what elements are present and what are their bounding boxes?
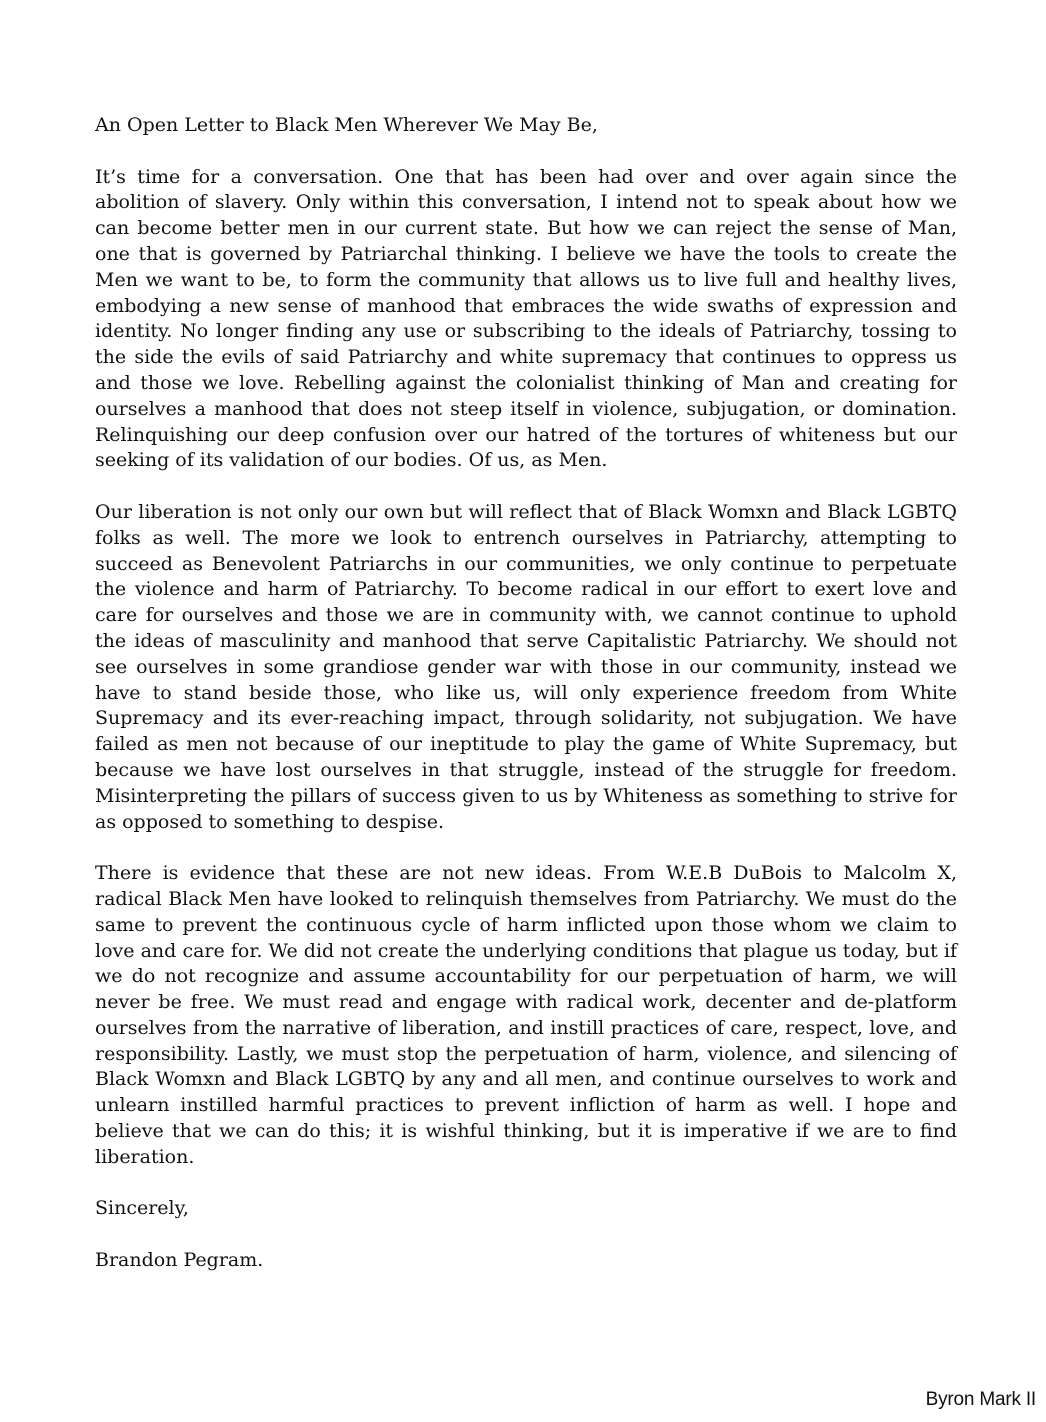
font-credit-watermark: Byron Mark II	[925, 1389, 1036, 1410]
letter-salutation: An Open Letter to Black Men Wherever We May Be,	[95, 114, 598, 136]
letter-body	[95, 113, 957, 1274]
letter-signature: Brandon Pegram.	[95, 1249, 264, 1272]
letter-paragraph-1: It’s time for a conversation. One that has been had over and over again since the abolition of slavery. Only within this conversation, I intend not to speak about how we can become better men in our current state. But how we can reject the sense of Man, one that is governed by Patriarchal thinking. I believe we have the tools to create the Men we want to be, to form the community that allows us to live full and healthy lives, embodying a new sense of manhood that embraces the wide swaths of expression and identity. No longer finding any use or subscribing to the ideals of Patriarchy, tossing to the side the evils of said Patriarchy and white supremacy that continues to oppress us and those we love. Rebelling against the colonialist thinking of Man and creating for ourselves a manhood that does not steep itself in violence, subjugation, or domination. Relinquishing our deep confusion over our hatred of the tortures of whiteness but our seeking of its validation of our bodies. Of us, as Men.	[95, 165, 957, 472]
letter-paragraph-2: Our liberation is not only our own but will reflect that of Black Womxn and Black LGBTQ folks as well. The more we look to entrench ourselves in Patriarchy, attempting to succeed as Benevolent Patriarchs in our communities, we only continue to perpetuate the violence and harm of Patriarchy. To become radical in our effort to exert love and care for ourselves and those we are in community with, we cannot continue to uphold the ideas of masculinity and manhood that serve Capitalistic Patriarchy. We should not see ourselves in some grandiose gender war with those in our community, instead we have to stand beside those, who like us, will only experience freedom from White Supremacy and its ever-reaching impact, through solidarity, not subjugation. We have failed as men not because of our ineptitude to play the game of White Supremacy, but because we have lost ourselves in that struggle, instead of the struggle for freedom. Misinterpreting the pillars of success given to us by Whiteness as something to strive for as opposed to something to despise.	[95, 500, 957, 833]
letter-paragraph-3: There is evidence that these are not new ideas. From W.E.B DuBois to Malcolm X, radical Black Men have looked to relinquish themselves from Patriarchy. We must do the same to prevent the continuous cycle of harm inflicted upon those whom we claim to love and care for. We did not create the underlying conditions that plague us today, but if we do not recognize and assume accountability for our perpetuation of harm, we will never be free. We must read and engage with radical work, decenter and de-platform ourselves from the narrative of liberation, and instill practices of care, respect, love, and responsibility. Lastly, we must stop the perpetuation of harm, violence, and silencing of Black Womxn and Black LGBTQ by any and all men, and continue ourselves to work and unlearn instilled harmful practices to prevent infliction of harm as well. I hope and believe that we can do this; it is wishful thinking, but it is imperative if we are to find liberation.	[95, 862, 957, 1168]
letter-closing: Sincerely,	[95, 1197, 189, 1220]
